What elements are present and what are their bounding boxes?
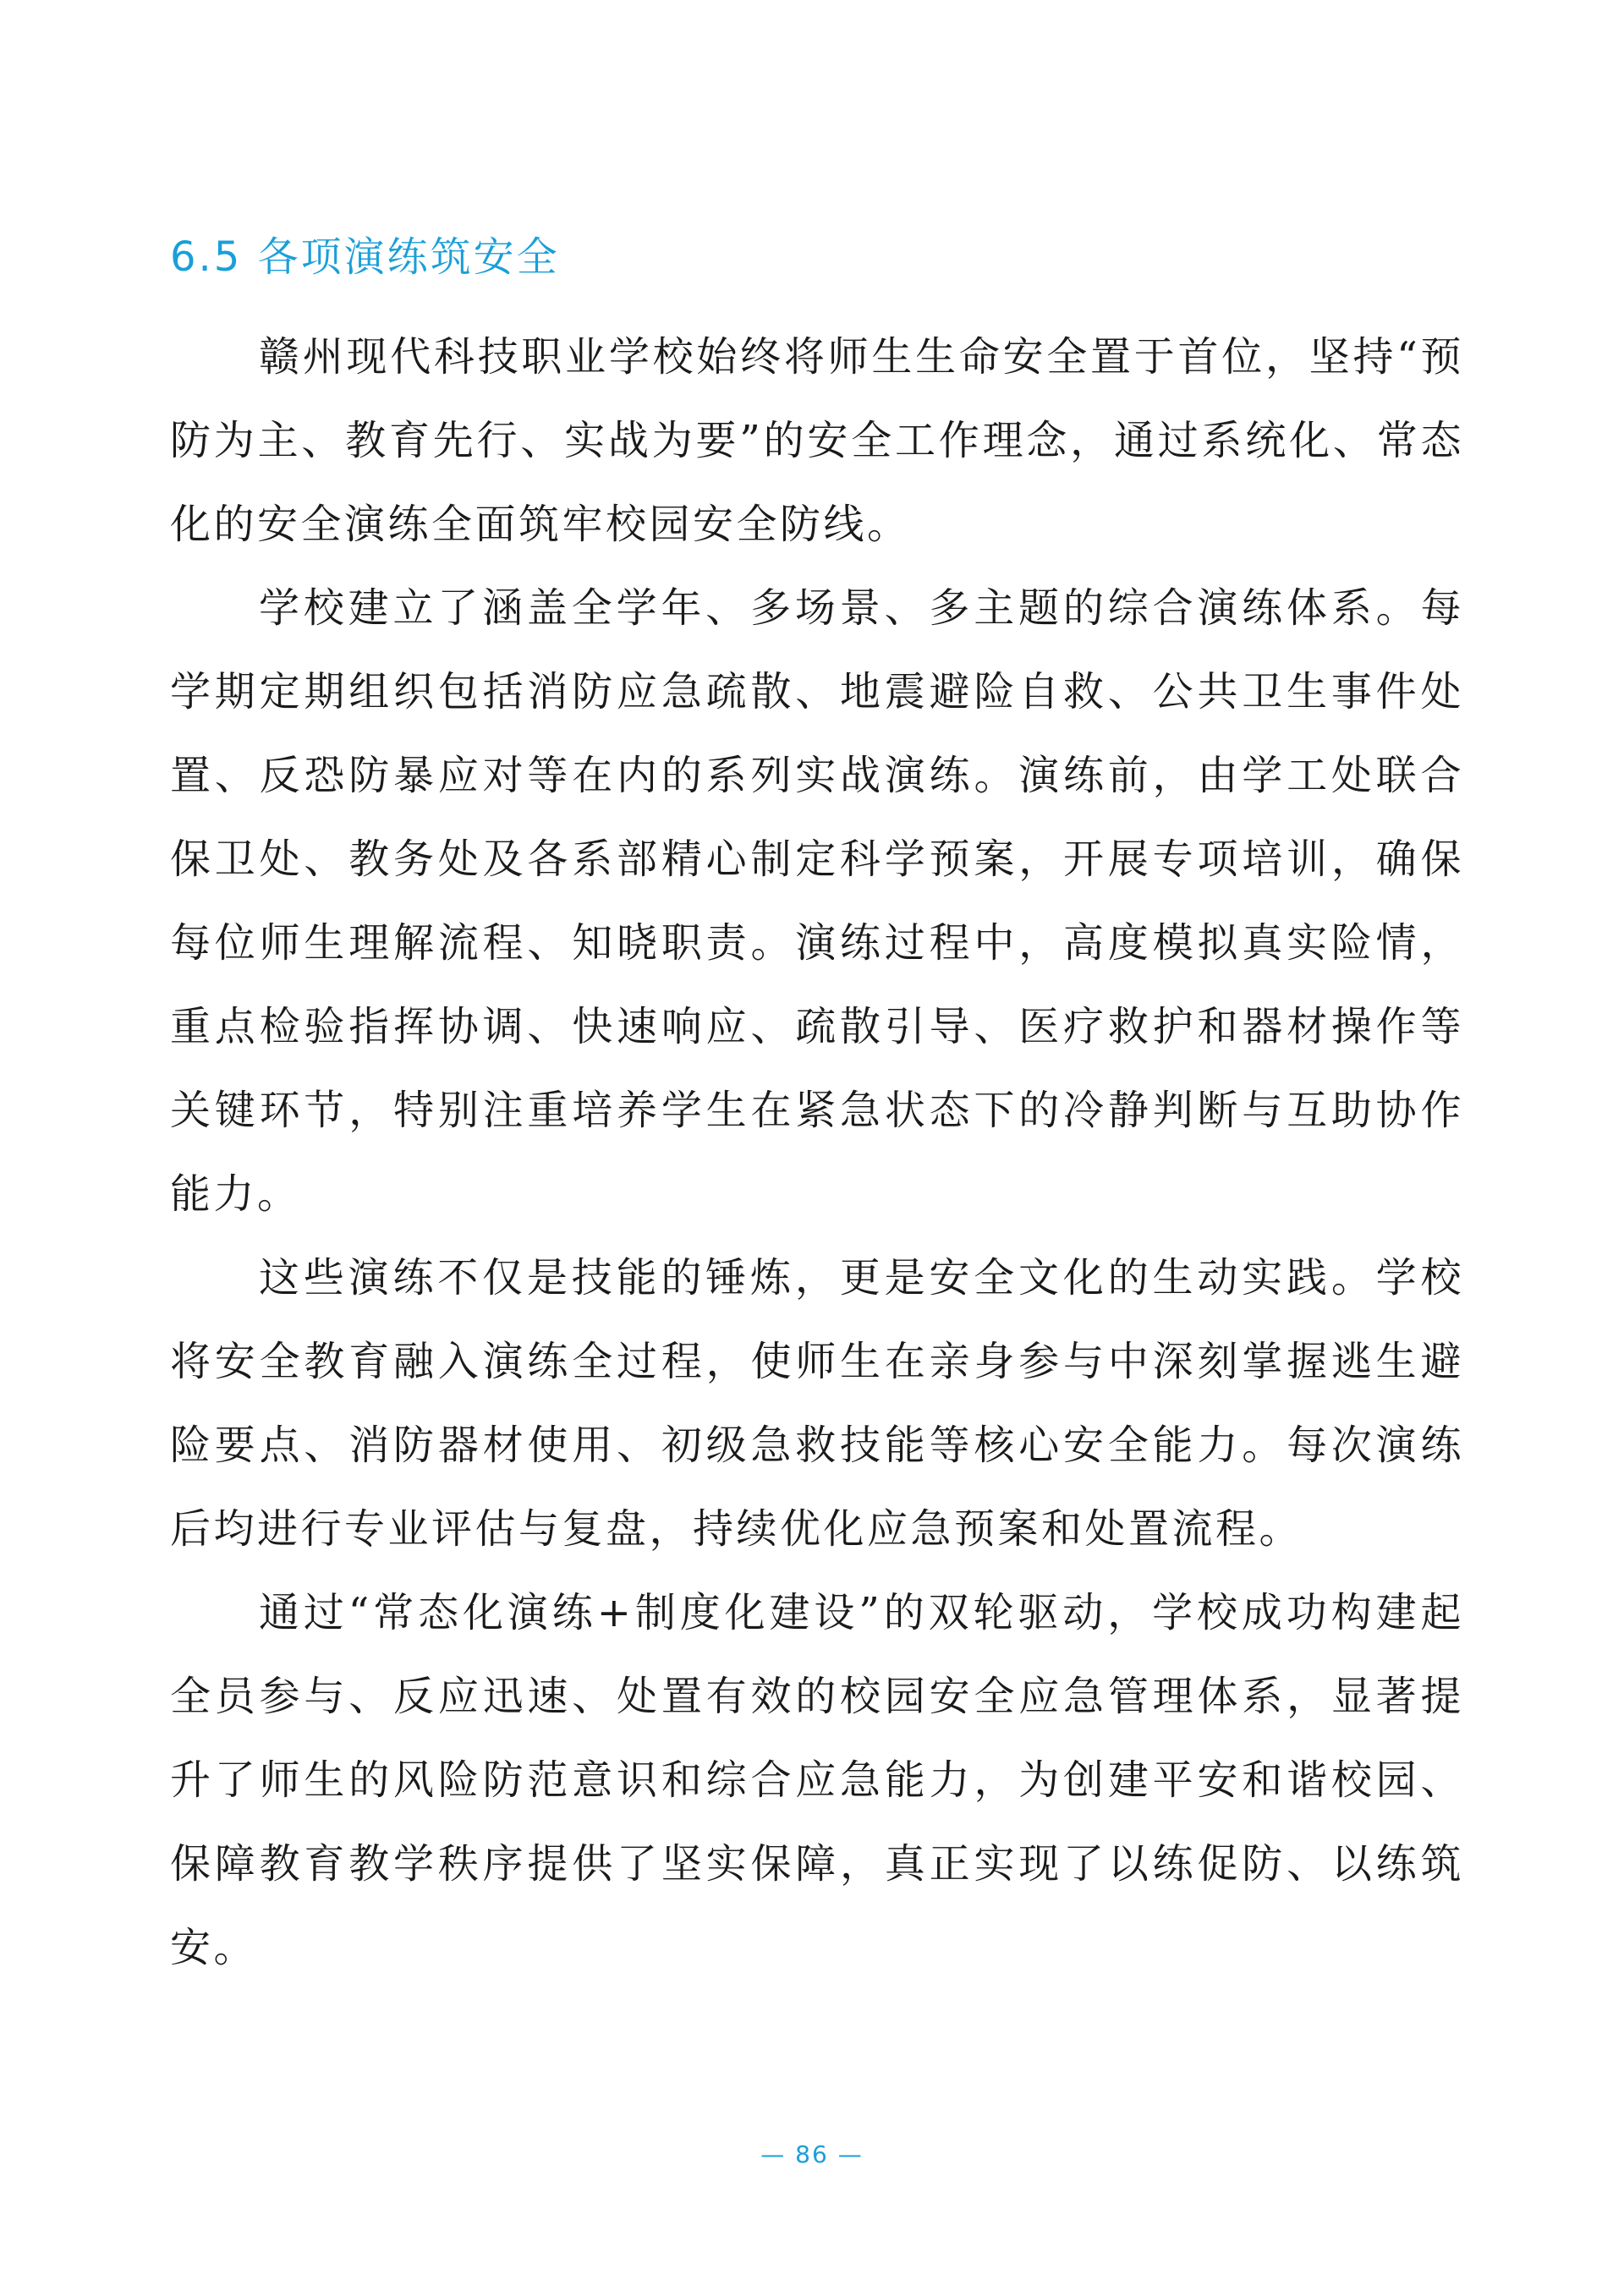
paragraph: 这些演练不仅是技能的锤炼，更是安全文化的生动实践。学校将安全教育融入演练全过程，使师生在亲身参与中深刻掌握逃生避险要点、消防器材使用、初级急救技能等核心安全能力。每次演练后均进行专业评估与复盘，持续优化应急预案和处置流程。 <box>170 1254 1464 1553</box>
section-number: 6.5 <box>170 233 243 281</box>
paragraph: 赣州现代科技职业学校始终将师生生命安全置于首位，坚持“预防为主、教育先行、实战为要”的安全工作理念，通过系统化、常态化的安全演练全面筑牢校园安全防线。 <box>170 333 1464 548</box>
paragraph: 学校建立了涵盖全学年、多场景、多主题的综合演练体系。每学期定期组织包括消防应急疏散、地震避险自救、公共卫生事件处置、反恐防暴应对等在内的系列实战演练。演练前，由学工处联合保卫处、教务处及各系部精心制定科学预案，开展专项培训，确保每位师生理解流程、知晓职责。演练过程中，高度模拟真实险情，重点检验指挥协调、快速响应、疏散引导、医疗救护和器材操作等关键环节，特别注重培养学生在紧急状态下的冷静判断与互助协作能力。 <box>170 584 1464 1218</box>
page-number: — 86 — <box>760 2140 864 2168</box>
body-text <box>170 315 1464 1990</box>
section-heading <box>170 230 560 284</box>
section-title: 各项演练筑安全 <box>257 233 560 281</box>
paragraph: 通过“常态化演练+制度化建设”的双轮驱动，学校成功构建起全员参与、反应迅速、处置有效的校园安全应急管理体系，显著提升了师生的风险防范意识和综合应急能力，为创建平安和谐校园、保障教育教学秩序提供了坚实保障，真正实现了以练促防、以练筑安。 <box>170 1589 1464 1971</box>
